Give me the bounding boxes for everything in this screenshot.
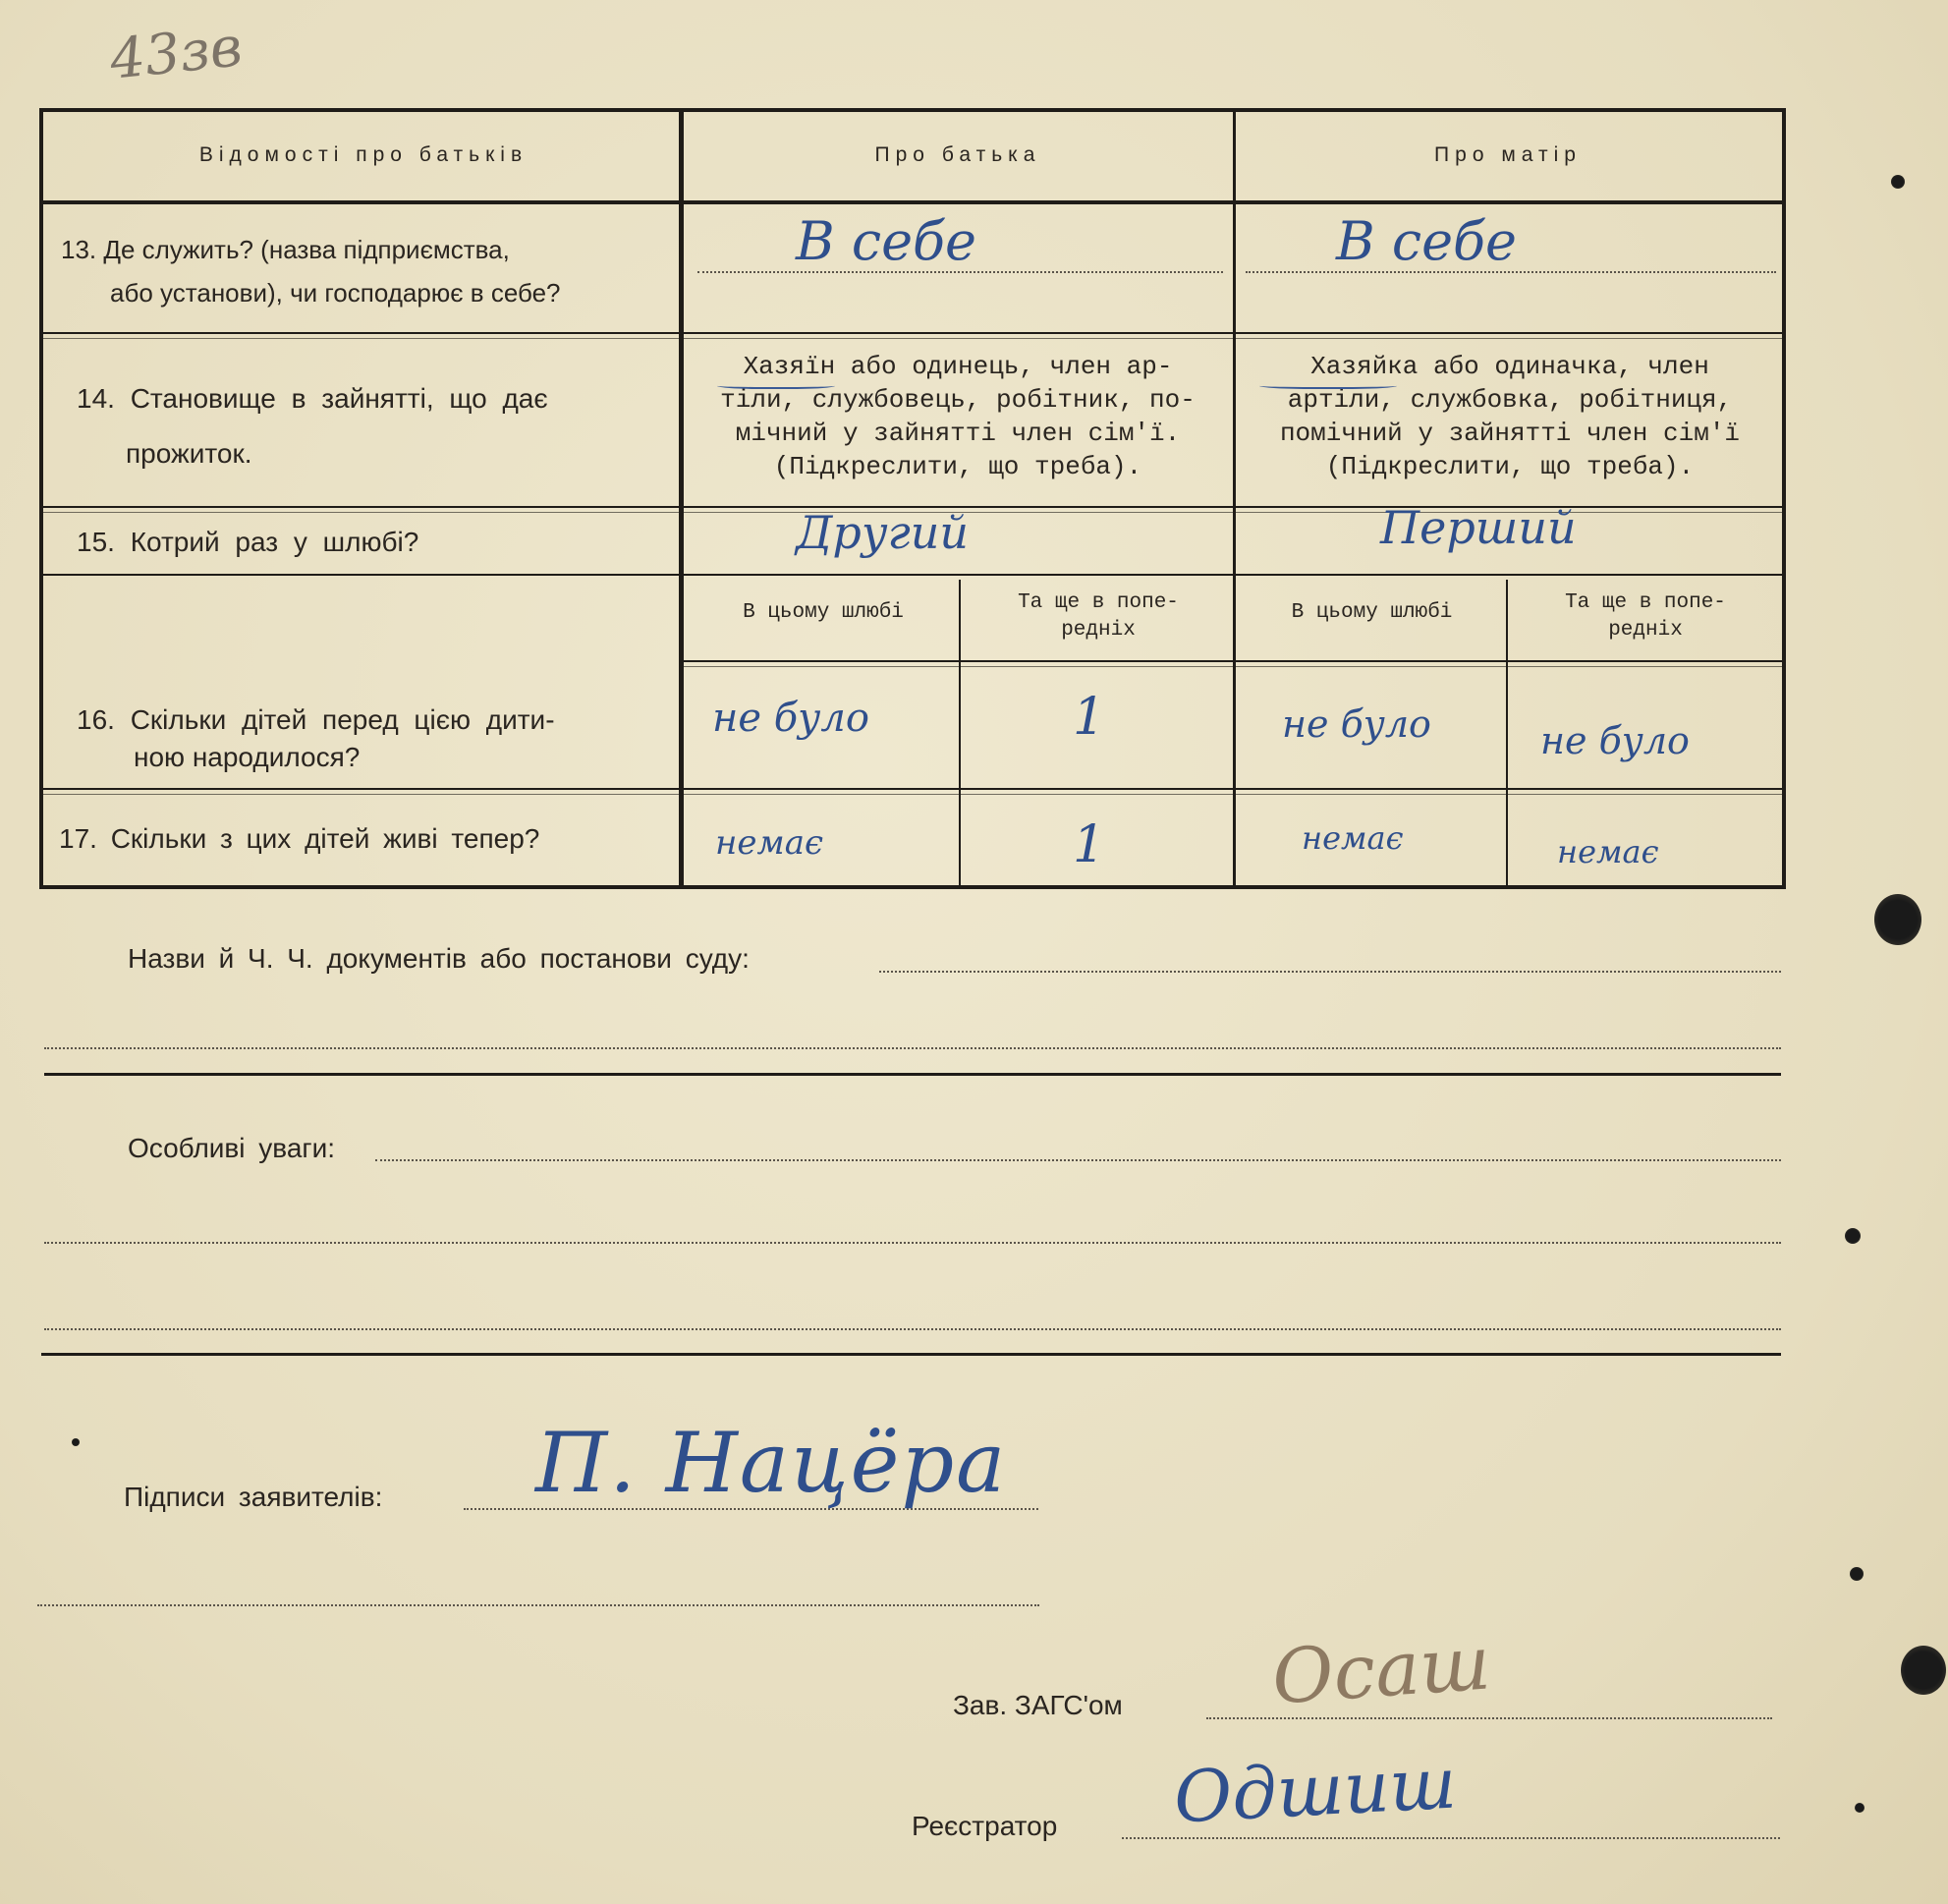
row16-label [77,701,555,776]
row17-father-prev: 1 [1073,815,1106,874]
subheader-father-prev [963,589,1234,644]
row16-father-this: не було [712,696,869,741]
documents-dotline-2 [44,1047,1781,1049]
row14-mother-line2: артіли, службовка, робітниця, [1287,385,1733,415]
row16-mother-prev: не було [1540,719,1690,762]
col-divider-4 [1506,580,1508,889]
row16-father-prev: 1 [1073,688,1106,747]
row13-mother-value: В себе [1336,210,1517,272]
row-divider-sub [679,660,1786,662]
row16-mother-this: не було [1282,702,1431,746]
signatures-label: Підписи заявителів: [124,1482,383,1512]
row14-father-options [688,350,1228,483]
row14-label-line2: прожиток. [126,438,252,469]
documents-label: Назви й Ч. Ч. документів або постанови суду: [128,943,750,974]
row-divider-subb [679,666,1786,667]
archive-number: 43зв [106,15,246,92]
row14-mother-line3: помічний у зайнятті член сім'ї [1279,419,1741,448]
row15-father-value: Другий [796,506,970,559]
row17-label: 17. Скільки з цих дітей живі тепер? [59,823,540,854]
subheader-father-prev-line1: Та ще в попе- [1018,591,1179,614]
binding-hole-3 [1891,175,1905,189]
row13-label-line2: або установи), чи господарює в себе? [110,278,561,308]
zags-signature: Осаш [1269,1618,1494,1721]
col-divider-3 [959,580,961,889]
subheader-mother-this: В цьому шлюбі [1291,601,1453,624]
row15-label: 15. Котрий раз у шлюбі? [77,527,419,557]
header-father: Про батька [874,143,1041,166]
subheader-father-prev-line2: редніх [1061,619,1136,642]
row13-label-line1: 13. Де служить? (назва підприємства, [61,235,510,264]
row14-mother-line1: Хазяйка або одиначка, член [1310,352,1709,381]
documents-separator [44,1073,1781,1076]
binding-hole-2 [1901,1646,1946,1695]
documents-dotline-1 [879,971,1781,973]
row14-father-line1: Хазяїн або одинець, член ар- [743,352,1173,381]
row-divider-13 [39,332,1786,334]
row16-label-line2: ною народилося? [134,742,361,772]
ink-dot [72,1438,80,1446]
table-border-bottom [39,885,1786,889]
row14-label [77,371,548,481]
row14-mother-options [1240,350,1780,483]
applicant-signature: П. Нацёра [535,1415,1008,1511]
remarks-separator [41,1353,1781,1356]
header-info: Відомості про батьків [198,143,529,166]
registrar-signature: Одшиш [1171,1741,1459,1839]
signatures-dotline-2 [37,1604,1039,1606]
row14-father-underline [717,381,835,389]
row14-mother-line4: (Підкреслити, що треба). [1325,452,1695,481]
row-divider-header [39,200,1786,204]
row14-father-line4: (Підкреслити, що треба). [773,452,1142,481]
subheader-mother-prev-line1: Та ще в попе- [1565,591,1726,614]
registrar-dotline [1122,1837,1780,1839]
binding-hole-1 [1874,894,1921,945]
row16-label-line1: 16. Скільки дітей перед цією дити- [77,704,555,735]
binding-hole-4 [1845,1228,1861,1244]
row14-mother-underline [1259,381,1397,389]
table-border-top [39,108,1786,112]
row-divider-13b [39,338,1786,339]
col-divider-2 [1233,108,1236,889]
row-divider-15 [39,574,1786,576]
row17-mother-prev: немає [1557,833,1659,870]
row13-label [61,228,561,314]
registrar-label: Реєстратор [912,1811,1058,1841]
row14-father-line3: мічний у зайнятті член сім'ї. [735,419,1181,448]
row17-mother-this: немає [1302,819,1404,857]
zags-label: Зав. ЗАГС'ом [953,1690,1123,1720]
table-border-left [39,108,43,889]
row14-father-line2: тіли, службовець, робітник, по- [720,385,1196,415]
remarks-label: Особливі уваги: [128,1133,336,1163]
subheader-mother-prev-line2: редніх [1608,619,1683,642]
row-divider-16 [39,788,1786,790]
row17-father-this: немає [715,823,824,863]
header-mother: Про матір [1434,143,1582,166]
row-divider-16b [39,794,1786,795]
row14-label-line1: 14. Становище в зайнятті, що дає [77,383,548,414]
subheader-mother-prev [1510,589,1781,644]
parents-info-table [39,108,1786,889]
col-divider-1 [679,108,684,889]
row15-mother-value: Перший [1380,501,1577,554]
row13-father-value: В себе [796,210,976,272]
table-border-right [1782,108,1786,889]
remarks-dotline-3 [44,1328,1781,1330]
binding-hole-6 [1855,1803,1865,1813]
binding-hole-5 [1850,1567,1864,1581]
subheader-father-this: В цьому шлюбі [743,601,904,624]
remarks-dotline-1 [375,1159,1781,1161]
remarks-dotline-2 [44,1242,1781,1244]
